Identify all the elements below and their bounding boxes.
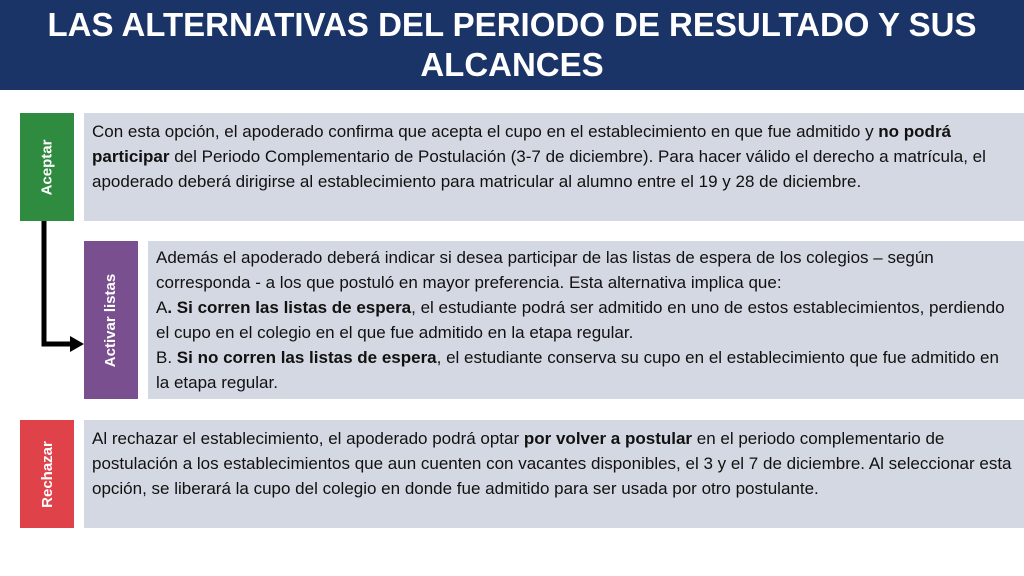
option-b-text: , el estudiante conserva su cupo en el establecimiento que fue admitido en la etapa regular. <box>156 348 999 392</box>
option-a-bold: . Si corren las listas de espera <box>167 298 412 317</box>
page-title: LAS ALTERNATIVAS DEL PERIODO DE RESULTADO Y SUS ALCANCES <box>47 6 977 83</box>
aceptar-text-bold: no podrá participar <box>92 122 952 166</box>
rechazar-text-bold: por volver a postular <box>523 429 693 448</box>
activar-listas-label: Activar listas <box>102 273 120 367</box>
rechazar-text-b: en el periodo complementario de postulación a los establecimientos que aun cuenten con vacantes disponibles, el 3 y el 7 de diciembre. Al seleccionar esta opción, se liberará la cupo del colegio en donde fue admitido para ser usada por otro postulante. <box>92 429 1012 498</box>
aceptar-label: Aceptar <box>38 139 56 195</box>
activar-option-a <box>156 295 1016 345</box>
activar-listas-label-box <box>84 241 138 399</box>
aceptar-text-b: del Periodo Complementario de Postulación (3-7 de diciembre). Para hacer válido el derecho a matrícula, el apoderado deberá dirigirse al establecimiento para matricular al alumno entre el 19 y 28 de diciembre. <box>92 147 986 191</box>
rechazar-label: Rechazar <box>38 440 56 508</box>
option-b-prefix: B. <box>156 348 177 367</box>
rechazar-description <box>84 420 1024 528</box>
activar-intro: Además el apoderado deberá indicar si desea participar de las listas de espera de los colegios – según corresponda - a los que postuló en mayor preferencia. Esta alternativa implica que: <box>156 248 934 292</box>
option-b-bold: Si no corren las listas de espera <box>176 348 437 367</box>
activar-listas-description <box>148 241 1024 399</box>
rechazar-label-box <box>20 420 74 528</box>
option-a-prefix: A <box>156 298 168 317</box>
option-a-text: , el estudiante podrá ser admitido en uno de estos establecimientos, perdiendo el cupo en el colegio en el que fue admitido en la etapa regular. <box>156 298 1005 342</box>
rechazar-text-a: Al rechazar el establecimiento, el apoderado podrá optar <box>92 429 524 448</box>
aceptar-text-a: Con esta opción, el apoderado confirma que acepta el cupo en el establecimiento en que fue admitido y <box>92 122 879 141</box>
activar-option-b <box>156 345 1016 395</box>
